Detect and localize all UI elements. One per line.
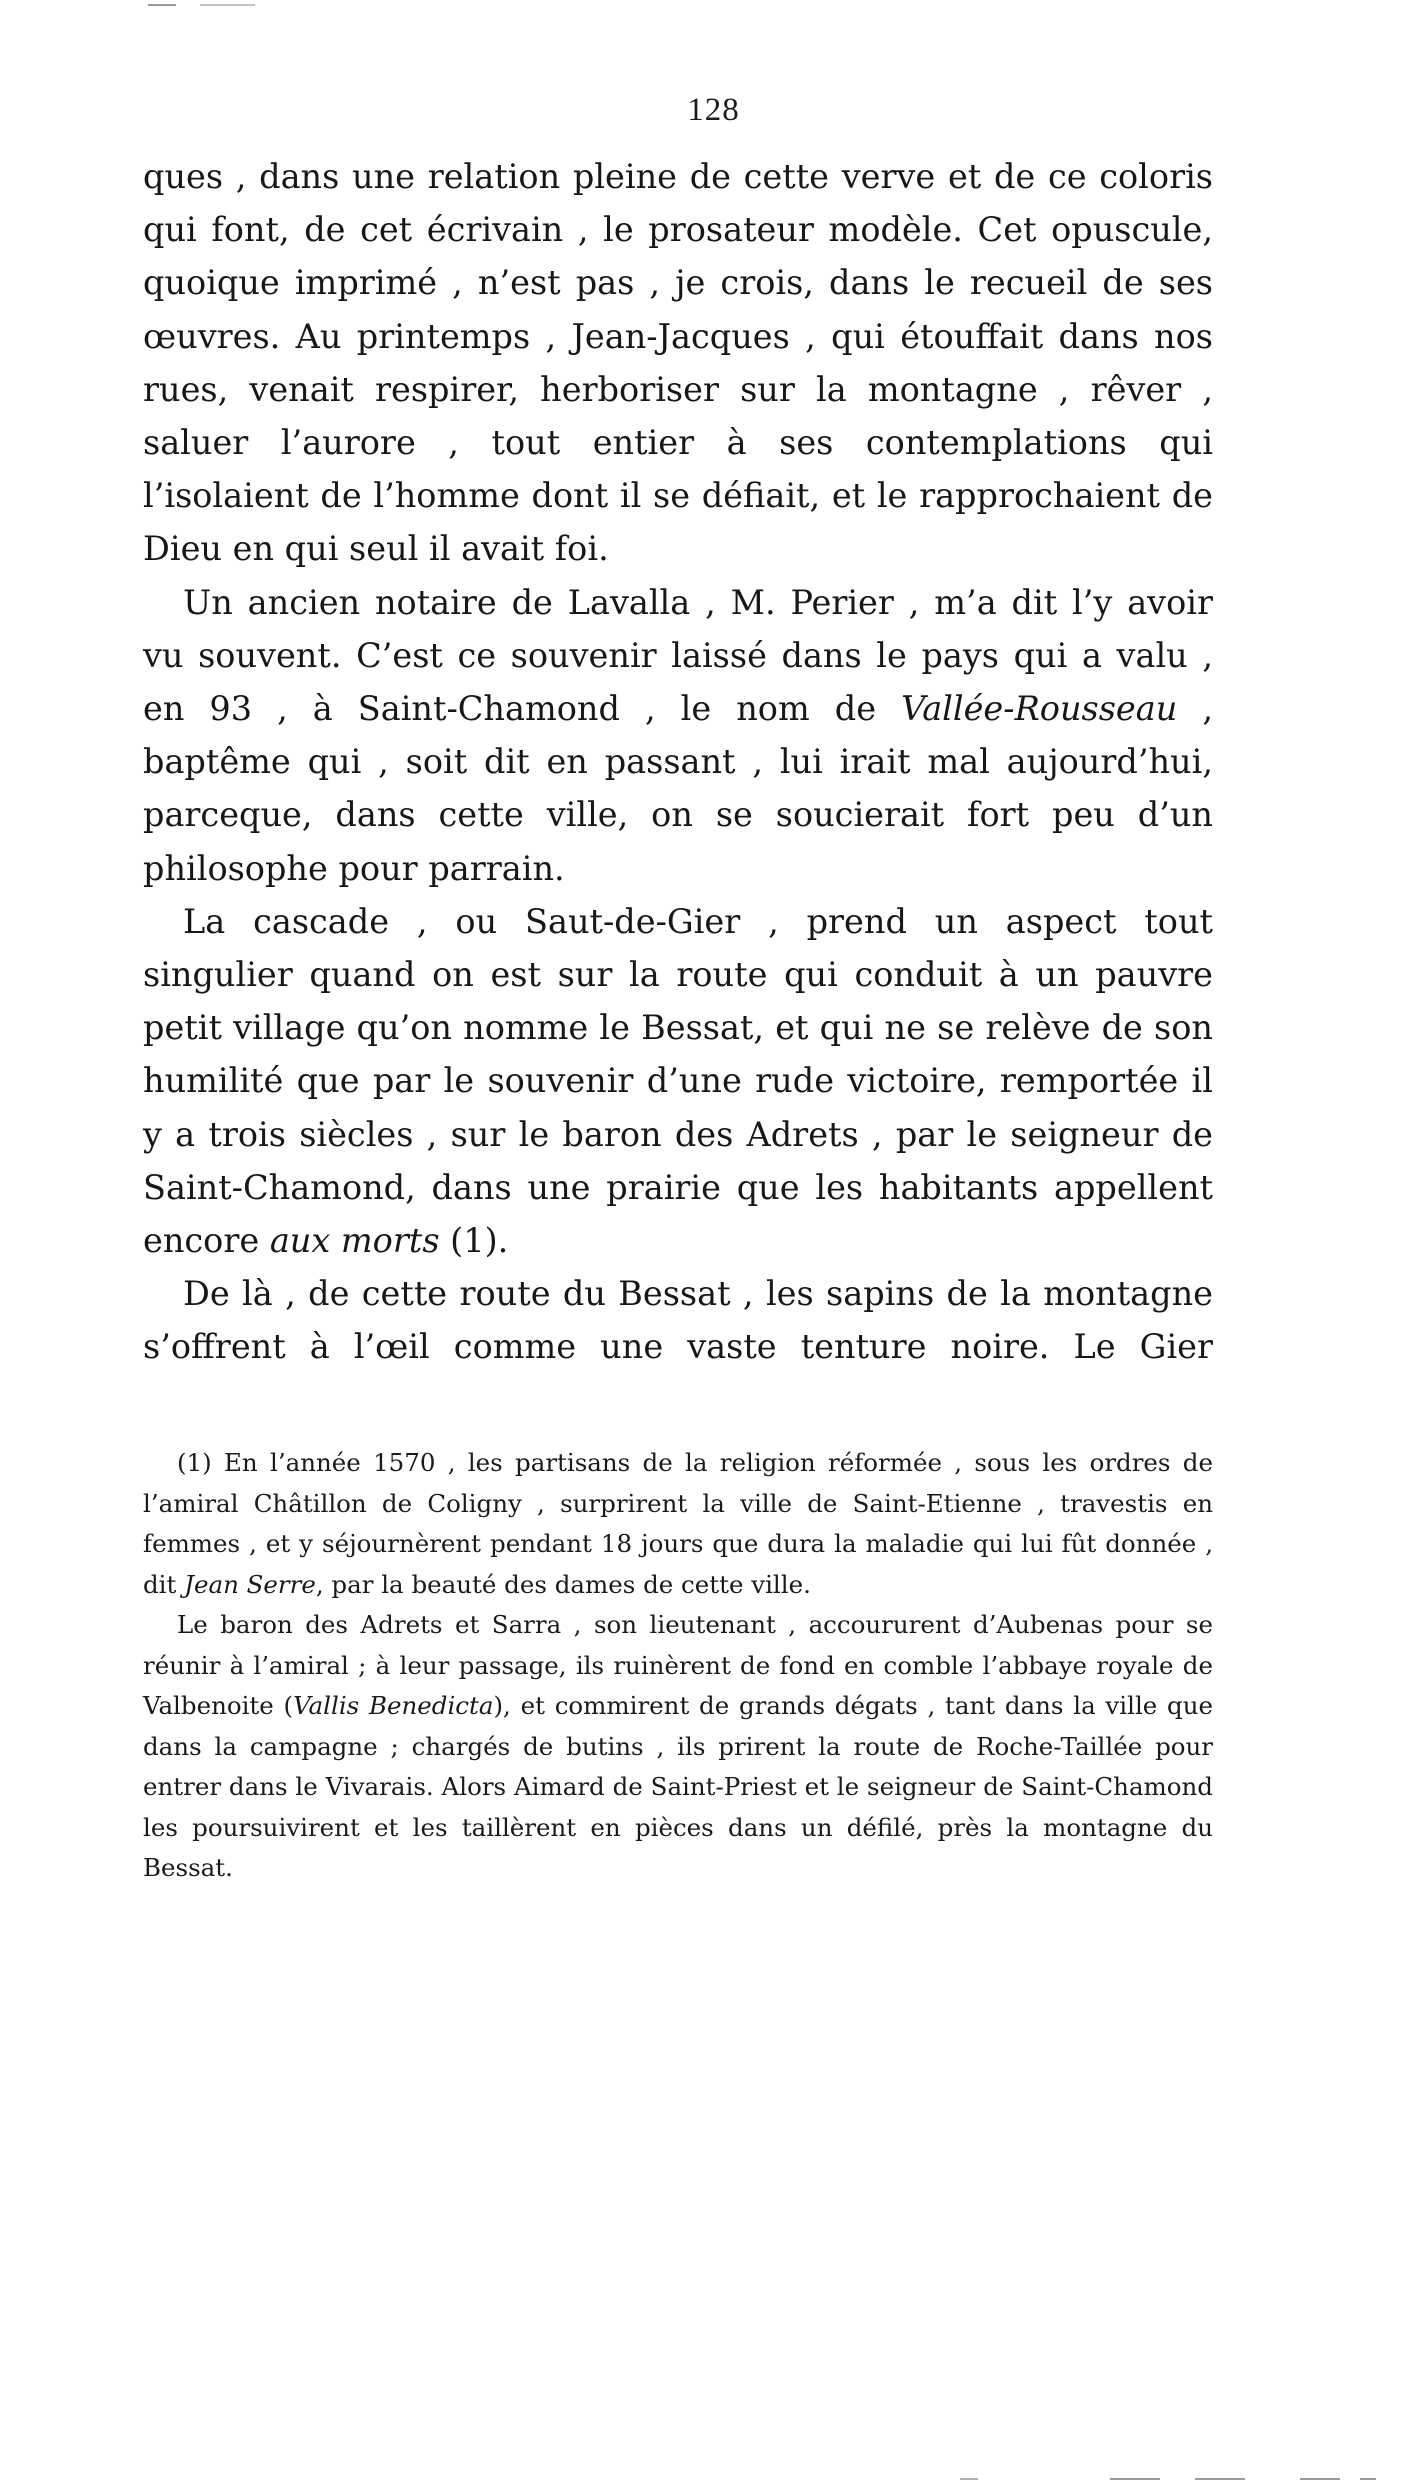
footnote: Le baron des Adrets et Sarra , son lieutenant , accoururent d’Aubenas pour se réunir à l’amiral ; à leur passage, ils ruinèrent de fond en comble l’abbaye royale de Valbenoite (Vallis Benedicta), et commirent de grands dégats , tant dans la ville que dans la campagne ; chargés de butins , ils prirent la route de Roche-Taillée pour entrer dans le Vivarais. Alors Aimard de Saint-Priest et le seigneur de Saint-Chamond les poursuivirent et les taillèrent en pièces dans un défilé, près la montagne du Bessat. — [143, 1610, 1213, 1882]
page-number: 128 — [687, 92, 740, 128]
scan-mark-bottom — [1300, 2478, 1340, 2480]
paragraph: Un ancien notaire de Lavalla , M. Perier , m’a dit l’y avoir vu souvent. C’est ce souvenir laissé dans le pays qui a valu , en 93 , à Saint-Chamond , le nom de Vallée-Rousseau , baptême qui , soit dit en passant , lui irait mal aujourd’hui, parceque, dans cette ville, on se soucierait fort peu d’un philosophe pour parrain. — [143, 582, 1213, 888]
italic-term: aux morts — [269, 1221, 440, 1261]
paragraph: ques , dans une relation pleine de cette verve et de ce coloris qui font, de cet écrivain , le prosateur modèle. Cet opuscule, quoique imprimé , n’est pas , je crois, dans le recueil de ses œuvres. Au printemps , Jean-Jacques , qui étouffait dans nos rues, venait respirer, herboriser sur la montagne , rêver , saluer l’aurore , tout entier à ses contemplations qui l’isolaient de l’homme dont il se défiait, et le rapprochaient de Dieu en qui seul il avait foi. — [143, 157, 1213, 569]
scan-mark-bottom — [1195, 2478, 1245, 2480]
main-text — [143, 150, 1213, 1374]
paragraph: De là , de cette route du Bessat , les sapins de la montagne s’offrent à l’œil comme une vaste tenture noire. Le Gier — [143, 1274, 1213, 1367]
italic-term: Vallée-Rousseau — [901, 689, 1178, 729]
scan-mark-bottom — [1360, 2478, 1376, 2480]
italic-term: Vallis Benedicta — [293, 1691, 494, 1720]
scan-mark-top — [200, 4, 255, 6]
footnotes — [143, 1443, 1213, 1889]
scan-mark-bottom — [1110, 2478, 1160, 2480]
scan-mark-top — [148, 4, 176, 6]
scan-mark-bottom — [960, 2478, 978, 2480]
paragraph: La cascade , ou Saut-de-Gier , prend un aspect tout singulier quand on est sur la route qui conduit à un pauvre petit village qu’on nomme le Bessat, et qui ne se relève de son humilité que par le souvenir d’une rude victoire, remportée il y a trois siècles , sur le baron des Adrets , par le seigneur de Saint-Chamond, dans une prairie que les habitants appellent encore aux morts (1). — [143, 901, 1213, 1261]
italic-term: Jean Serre — [184, 1569, 316, 1599]
footnote: (1) En l’année 1570 , les partisans de la religion réformée , sous les ordres de l’amiral Châtillon de Coligny , surprirent la ville de Saint-Etienne , travestis en femmes , et y séjournèrent pendant 18 jours que dura la maladie qui lui fût donnée , dit Jean Serre, par la beauté des dames de cette ville. — [143, 1448, 1213, 1599]
